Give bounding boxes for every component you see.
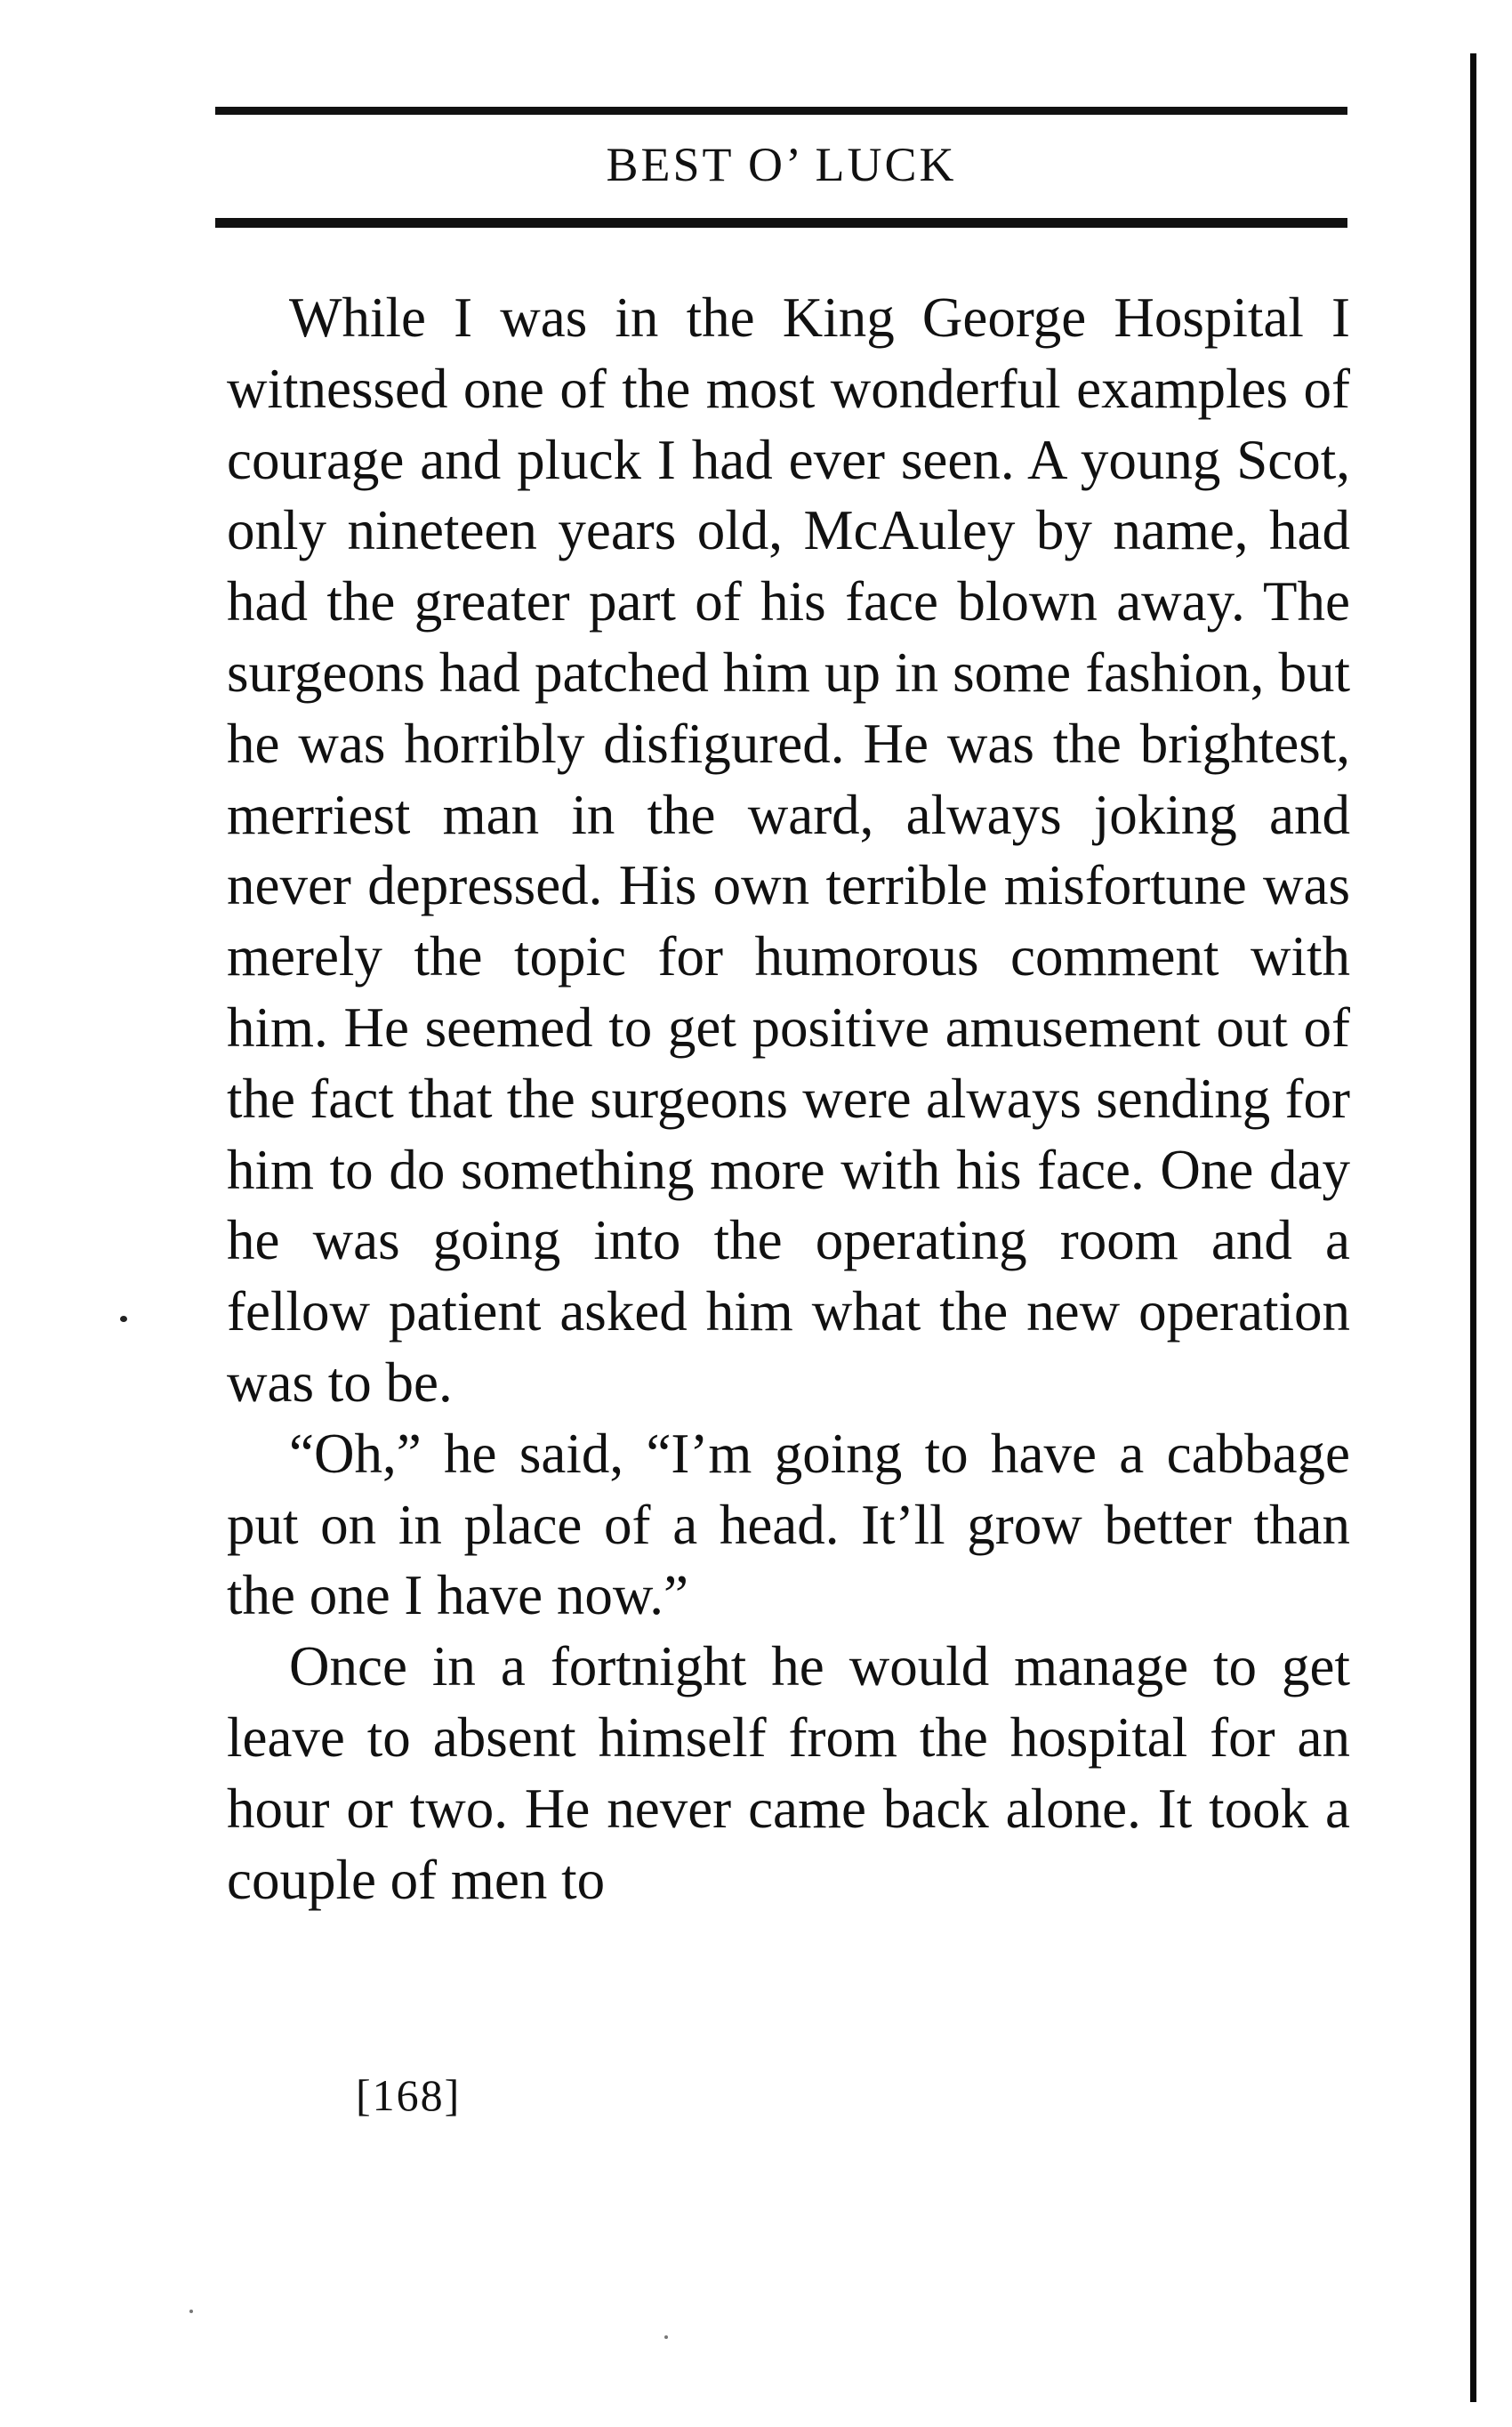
ink-speck [189, 2310, 193, 2313]
header-bottom-rule [215, 218, 1347, 228]
paragraph: Once in a fortnight he would manage to get leave to absent himself from the hospital for an hour or two. He never came back alone. It took a couple of men to [227, 1635, 1350, 1911]
page-number: [168] [356, 2070, 462, 2120]
running-title: BEST O’ LUCK [606, 138, 957, 191]
body-text [227, 283, 1350, 1915]
paragraph: While I was in the King George Hospital I witnessed one of the most wonderful examples of courage and pluck I had ever seen. A young Scot, only nineteen years old, McAuley by name, had had the greater part of his face blown away. The surgeons had patched him up in some fashion, but he was horribly disfigured. He was the brightest, merriest man in the ward, always joking and never depressed. His own terrible misfortune was merely the topic for humorous comment with him. He seemed to get positive amusement out of the fact that the surgeons were always sending for him to do something more with his face. One day he was going into the operating room and a fellow patient asked him what the new operation was to be. [227, 286, 1350, 1414]
ink-speck [664, 2335, 668, 2339]
ink-speck [120, 1316, 127, 1322]
page-edge-bar [1470, 53, 1476, 2402]
paragraph: “Oh,” he said, “I’m going to have a cabbage put on in place of a head. It’ll grow better than the one I have now.” [227, 1422, 1350, 1627]
header-top-rule [215, 107, 1347, 115]
